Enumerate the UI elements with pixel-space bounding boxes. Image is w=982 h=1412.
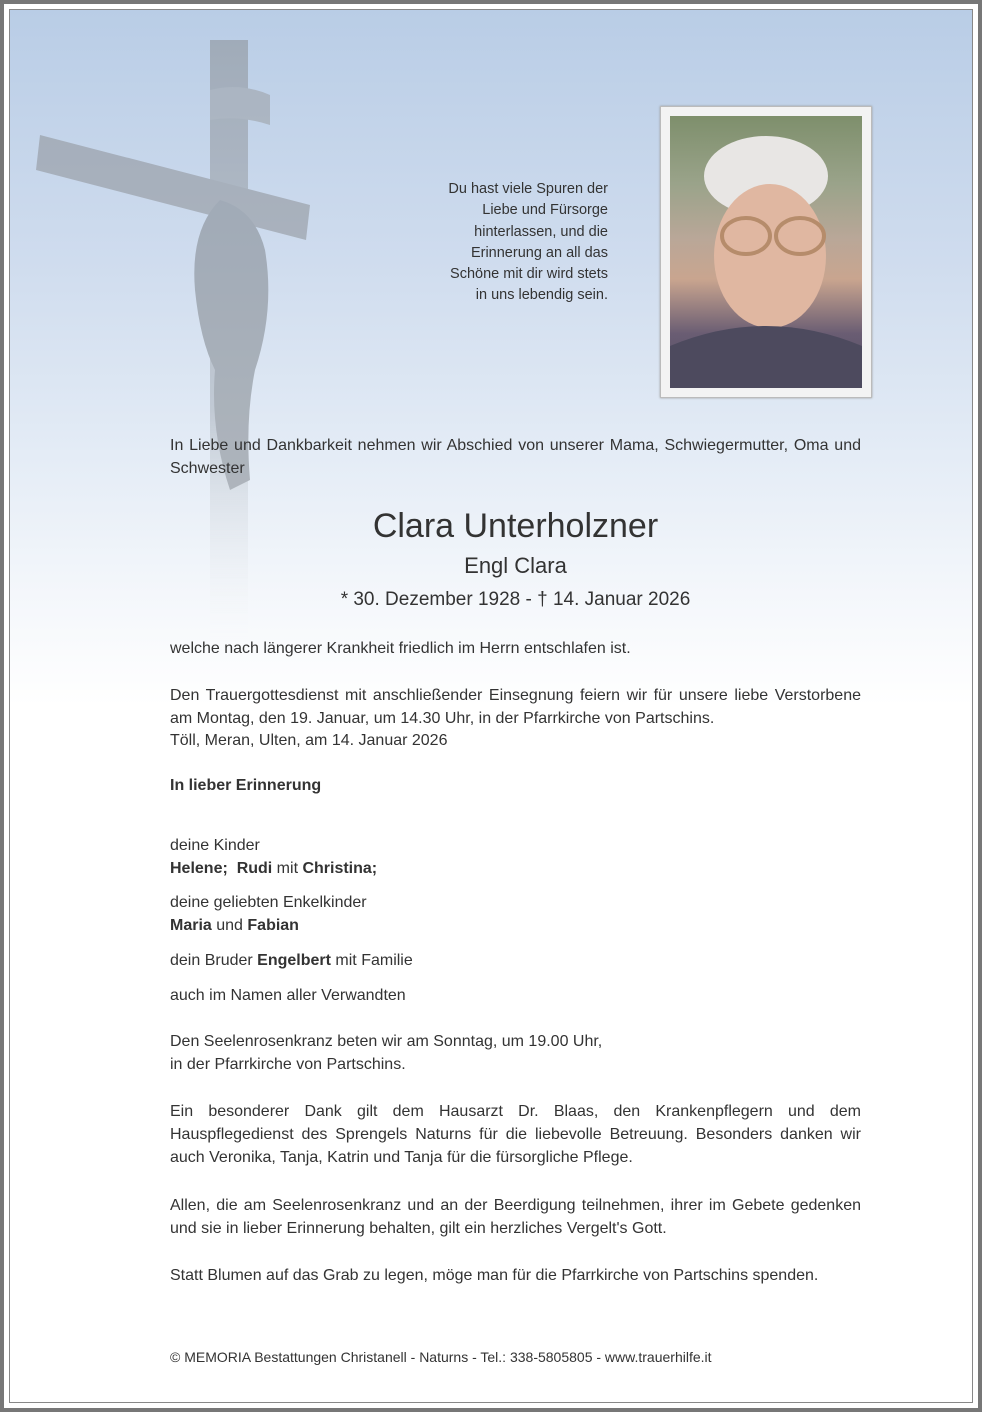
- deceased-name: Clara Unterholzner: [372, 507, 659, 545]
- grandchildren-names: [170, 914, 861, 937]
- intro-text: In Liebe und Dankbarkeit nehmen wir Abschied von unserer Mama, Schwiegermutter, Oma und Schwester: [170, 437, 861, 477]
- rosary-text: [170, 1030, 861, 1076]
- death-note: welche nach längerer Krankheit friedlich im Herrn entschlafen ist.: [170, 640, 631, 657]
- children-block: [170, 834, 861, 880]
- family-label: mit Familie: [330, 952, 413, 969]
- maiden-name: Engl Clara: [464, 553, 567, 578]
- quote-line: hinterlassen, und die: [474, 223, 608, 240]
- relatives-line: auch im Namen aller Verwandten: [170, 987, 406, 1004]
- child-partner-name: Christina: [302, 860, 372, 877]
- portrait-photo: [670, 116, 862, 388]
- brother-name: Engelbert: [257, 952, 331, 969]
- quote-line: in uns lebendig sein.: [475, 287, 608, 304]
- life-dates: * 30. Dezember 1928 - † 14. Januar 2026: [340, 589, 691, 610]
- thanks-text: Ein besonderer Dank gilt dem Hausarzt Dr. Blaas, den Krankenpflegern und dem Hauspflegedienst des Sprengels Naturns für die liebevolle Betreuung. Besonders danken wir auch Veronika, Tanja, Katrin und Tanja für die fürsorgliche Pflege.: [170, 1103, 861, 1166]
- memorial-quote: [448, 179, 608, 307]
- quote-line: Schöne mit dir wird stets: [450, 266, 608, 283]
- grandchildren-block: [170, 891, 861, 937]
- punct: ;: [371, 860, 378, 877]
- children-label: deine Kinder: [170, 837, 260, 854]
- quote-line: Du hast viele Spuren der: [448, 181, 608, 197]
- children-names: [170, 857, 861, 880]
- brother-label: dein Bruder: [170, 952, 258, 969]
- rosary-line: Den Seelenrosenkranz beten wir am Sonntag, um 19.00 Uhr,: [170, 1033, 603, 1050]
- connector: und: [211, 917, 248, 934]
- brother-line: [170, 949, 861, 972]
- child-name: Helene;: [170, 860, 228, 877]
- mourners-heading: [170, 774, 861, 797]
- grandchild-name: Maria: [170, 917, 212, 934]
- footer-credit: © MEMORIA Bestattungen Christanell - Naturns - Tel.: 338-5805805 - www.trauerhilfe.it: [170, 1349, 712, 1365]
- quote-line: Liebe und Fürsorge: [482, 202, 608, 219]
- grandchild-name: Fabian: [247, 917, 299, 934]
- gratitude-text: Allen, die am Seelenrosenkranz und an der Beerdigung teilnehmen, ihrer im Gebete gedenken und sie in lieber Erinnerung behalten, gilt ein herzliches Vergelt's Gott.: [170, 1197, 861, 1237]
- place-date: Töll, Meran, Ulten, am 14. Januar 2026: [170, 732, 448, 749]
- rosary-line: in der Pfarrkirche von Partschins.: [170, 1056, 406, 1073]
- grandchildren-label: deine geliebten Enkelkinder: [170, 894, 367, 911]
- connector: mit: [272, 860, 303, 877]
- donation-text: Statt Blumen auf das Grab zu legen, möge man für die Pfarrkirche von Partschins spenden.: [170, 1267, 819, 1284]
- quote-line: Erinnerung an all das: [470, 244, 608, 261]
- funeral-service-text: Den Trauergottesdienst mit anschließender Einsegnung feiern wir für unsere liebe Verstorbene am Montag, den 19. Januar, um 14.30 Uhr, in der Pfarrkirche von Partschins.: [170, 687, 861, 727]
- mourners-heading-text: In lieber Erinnerung: [170, 777, 322, 794]
- portrait-frame: [660, 106, 872, 398]
- child-name: Rudi: [236, 860, 273, 877]
